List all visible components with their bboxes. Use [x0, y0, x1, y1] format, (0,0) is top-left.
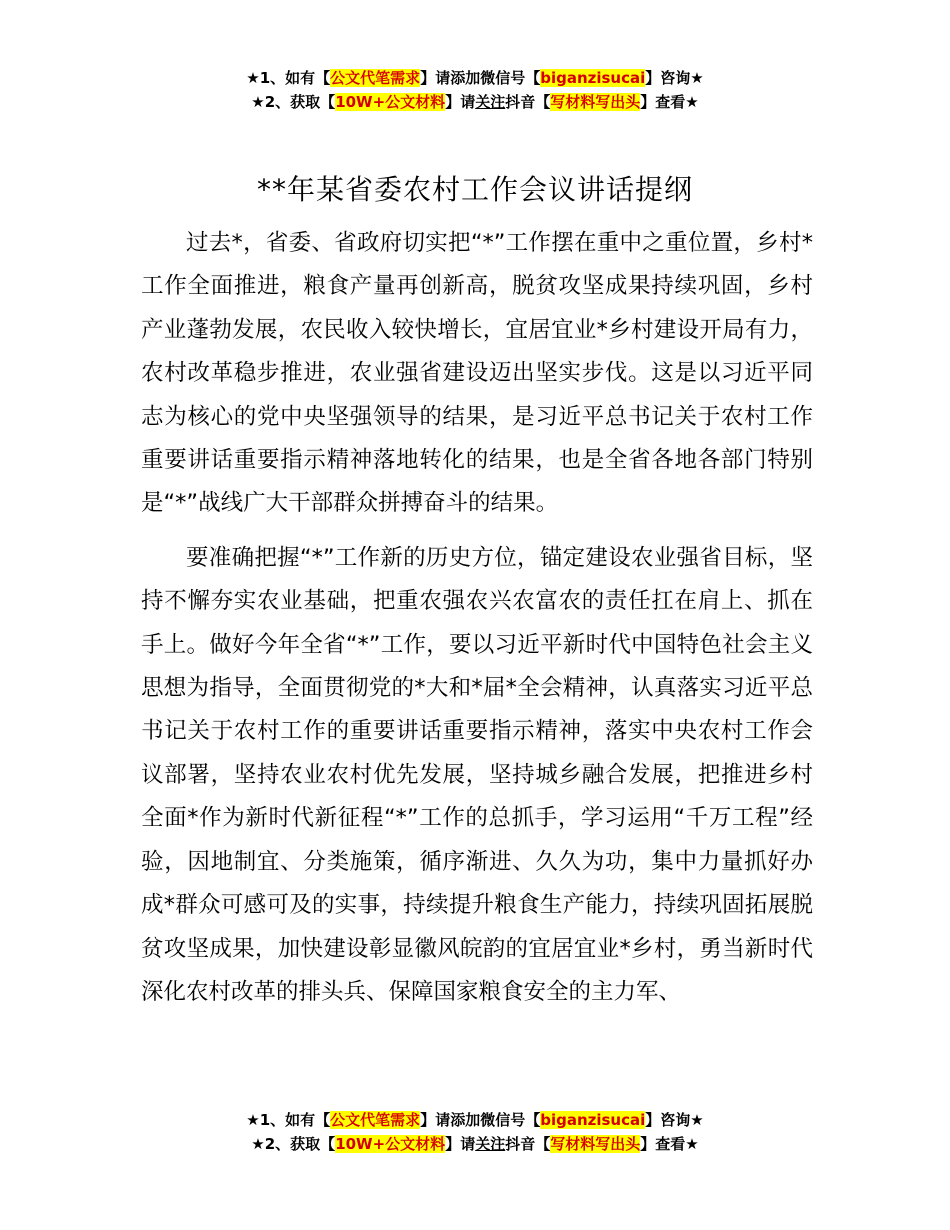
banner-highlight: 公文代笔需求: [330, 1111, 421, 1129]
banner-text: 】请添加微信号【: [420, 1111, 541, 1129]
banner-underline: 关注: [475, 93, 506, 111]
paragraph: 过去*，省委、省政府切实把“*”工作摆在重中之重位置，乡村*工作全面推进，粮食产量再创新高，脱贫攻坚成果持续巩固，乡村产业蓬勃发展，农民收入较快增长，宜居宜业*乡村建设开局有力，农村改革稳步推进，农业强省建设迈出坚实步伐。这是以习近平同志为核心的党中央坚强领导的结果，是习近平总书记关于农村工作重要讲话重要指示精神落地转化的结果，也是全省各地各部门特别是“*”战线广大干部群众拼搏奋斗的结果。: [141, 230, 813, 517]
banner-highlight: 10W+公文材料: [335, 93, 446, 111]
banner-text: 】请添加微信号【: [420, 69, 541, 87]
banner-highlight: 10W+公文材料: [335, 1135, 446, 1153]
footer-banner: [0, 1108, 950, 1156]
document-title: **年某省委农村工作会议讲话提纲: [256, 173, 693, 206]
banner-text: ★1、如有【: [246, 69, 331, 87]
banner-line-1: [0, 1108, 950, 1132]
banner-underline: 关注: [475, 1135, 506, 1153]
banner-text: ★2、获取【: [251, 93, 336, 111]
header-banner: [0, 66, 950, 114]
banner-line-1: [0, 66, 950, 90]
banner-text: 】查看★: [640, 1135, 699, 1153]
banner-text: ★2、获取【: [251, 1135, 336, 1153]
document-body: [141, 222, 813, 1014]
banner-highlight: 写材料写出头: [550, 1135, 641, 1153]
banner-text: 】请: [445, 1135, 476, 1153]
banner-text: 抖音【: [505, 1135, 551, 1153]
banner-highlight: 公文代笔需求: [330, 69, 421, 87]
banner-text: 抖音【: [505, 93, 551, 111]
banner-line-2: [0, 90, 950, 114]
paragraph: 要准确把握“*”工作新的历史方位，锚定建设农业强省目标，坚持不懈夯实农业基础，把重农强农兴农富农的责任扛在肩上、抓在手上。做好今年全省“*”工作，要以习近平新时代中国特色社会主义思想为指导，全面贯彻党的*大和*届*全会精神，认真落实习近平总书记关于农村工作的重要讲话重要指示精神，落实中央农村工作会议部署，坚持农业农村优先发展，坚持城乡融合发展，把推进乡村全面*作为新时代新征程“*”工作的总抓手，学习运用“千万工程”经验，因地制宜、分类施策，循序渐进、久久为功，集中力量抓好办成*群众可感可及的实事，持续提升粮食生产能力，持续巩固拓展脱贫攻坚成果，加快建设彰显徽风皖韵的宜居宜业*乡村，勇当新时代深化农村改革的排头兵、保障国家粮食安全的主力军、: [141, 544, 813, 1005]
banner-text: 】请: [445, 93, 476, 111]
banner-line-2: [0, 1132, 950, 1156]
banner-highlight: 写材料写出头: [550, 93, 641, 111]
banner-text: ★1、如有【: [246, 1111, 331, 1129]
banner-wechat-id: biganzisucai: [540, 1111, 646, 1129]
banner-wechat-id: biganzisucai: [540, 69, 646, 87]
banner-text: 】咨询★: [645, 69, 704, 87]
banner-text: 】查看★: [640, 93, 699, 111]
banner-text: 】咨询★: [645, 1111, 704, 1129]
